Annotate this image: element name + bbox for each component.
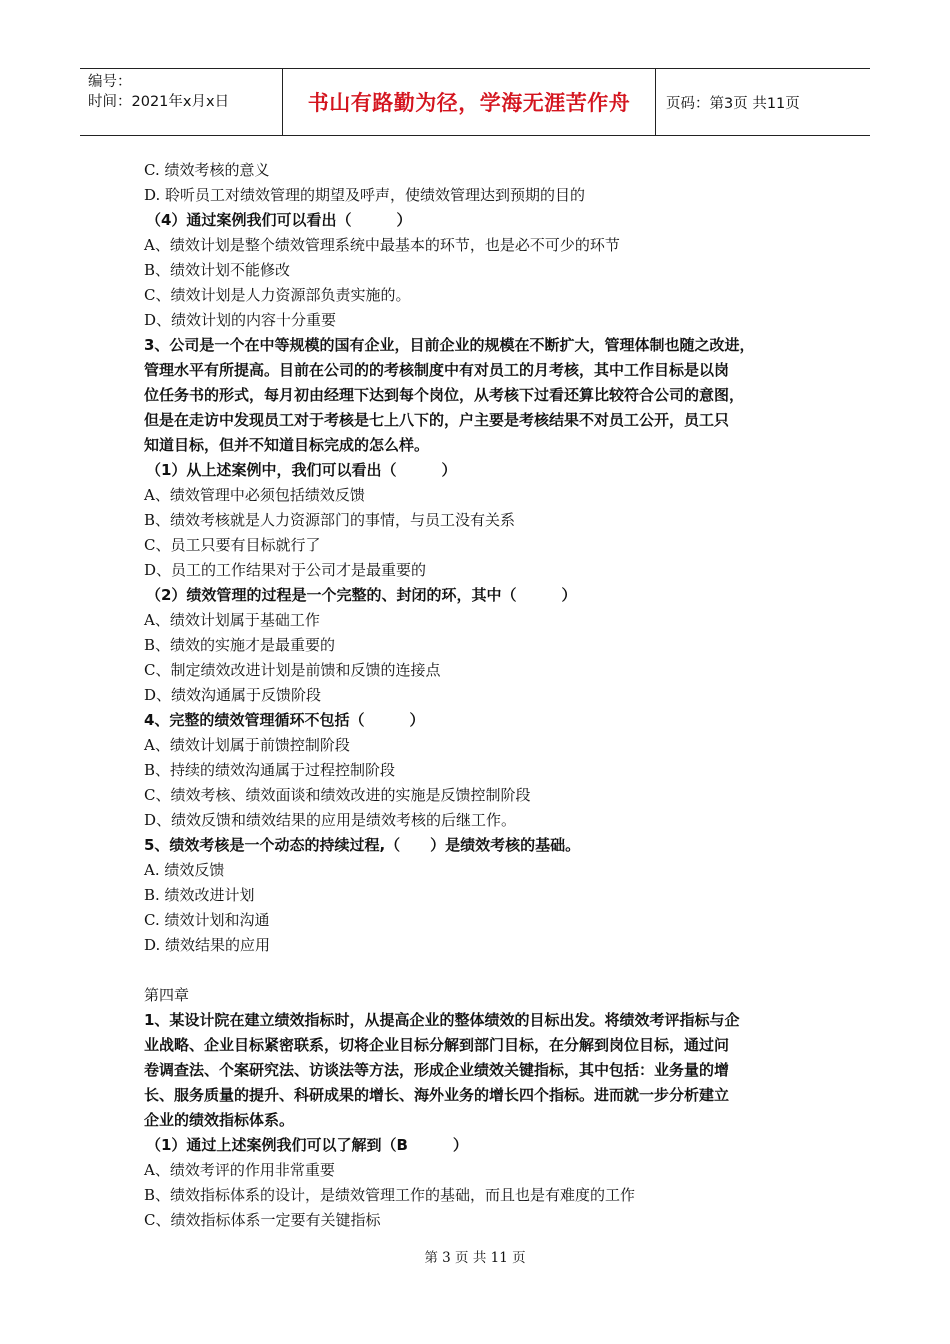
- question-line: 1、某设计院在建立绩效指标时，从提高企业的整体绩效的目标出发。将绩效考评指标与企: [144, 1011, 740, 1029]
- question-line: 管理水平有所提高。目前在公司的的考核制度中有对员工的月考核，其中工作目标是以岗: [144, 361, 730, 379]
- option-line: D. 聆听员工对绩效管理的期望及呼声，使绩效管理达到预期的目的: [144, 186, 586, 204]
- question-line: 业战略、企业目标紧密联系，切将企业目标分解到部门目标，在分解到岗位目标，通过问: [144, 1036, 730, 1054]
- sub-question-line: （1）通过上述案例我们可以了解到（B ）: [146, 1136, 468, 1154]
- sub-question-line: （1）从上述案例中，我们可以看出（ ）: [146, 461, 457, 479]
- option-line: 第四章: [144, 986, 190, 1004]
- sub-question-line: （2）绩效管理的过程是一个完整的、封闭的环，其中（ ）: [146, 586, 577, 604]
- header-motto-cell: [283, 69, 656, 135]
- header-meta: [80, 69, 283, 135]
- option-line: C、员工只要有目标就行了: [144, 536, 321, 554]
- sub-question-line: （4）通过案例我们可以看出（ ）: [146, 211, 412, 229]
- question-line: 位任务书的形式，每月初由经理下达到每个岗位，从考核下过看还算比较符合公司的意图，: [144, 386, 745, 404]
- question-line: 企业的绩效指标体系。: [144, 1111, 295, 1129]
- option-line: A、绩效管理中必须包括绩效反馈: [144, 486, 365, 504]
- question-line: 5、绩效考核是一个动态的持续过程,（ ）是绩效考核的基础。: [144, 836, 581, 854]
- document-body: [144, 158, 824, 1233]
- option-line: B、持续的绩效沟通属于过程控制阶段: [144, 761, 396, 779]
- option-line: D. 绩效结果的应用: [144, 936, 271, 954]
- question-line: 长、服务质量的提升、科研成果的增长、海外业务的增长四个指标。进而就一步分析建立: [144, 1086, 730, 1104]
- option-line: D、员工的工作结果对于公司才是最重要的: [144, 561, 427, 579]
- option-line: A、绩效计划属于前馈控制阶段: [144, 736, 350, 754]
- header-page-cell: [656, 69, 870, 135]
- option-line: A. 绩效反馈: [144, 861, 225, 879]
- option-line: D、绩效沟通属于反馈阶段: [144, 686, 322, 704]
- option-line: C. 绩效计划和沟通: [144, 911, 270, 929]
- option-line: B、绩效考核就是人力资源部门的事情，与员工没有关系: [144, 511, 516, 529]
- option-line: C、绩效考核、绩效面谈和绩效改进的实施是反馈控制阶段: [144, 786, 531, 804]
- option-line: C. 绩效考核的意义: [144, 161, 270, 179]
- option-line: B、绩效计划不能修改: [144, 261, 291, 279]
- option-line: A、绩效考评的作用非常重要: [144, 1161, 335, 1179]
- question-line: 知道目标，但并不知道目标完成的怎么样。: [144, 436, 430, 454]
- page-footer: 第 3 页 共 11 页: [424, 1250, 526, 1266]
- question-line: 4、完整的绩效管理循环不包括（ ）: [144, 711, 425, 729]
- header-number: 编号：: [88, 74, 132, 90]
- question-line: 3、公司是一个在中等规模的国有企业，目前企业的规模在不断扩大，管理体制也随之改进，: [144, 336, 755, 354]
- option-line: C、制定绩效改进计划是前馈和反馈的连接点: [144, 661, 441, 679]
- option-line: D、绩效反馈和绩效结果的应用是绩效考核的后继工作。: [144, 811, 517, 829]
- option-line: A、绩效计划属于基础工作: [144, 611, 320, 629]
- option-line: D、绩效计划的内容十分重要: [144, 311, 337, 329]
- page-header: [80, 68, 870, 136]
- option-line: C、绩效计划是人力资源部负责实施的。: [144, 286, 411, 304]
- header-page-number: 页码：第3页 共11页: [666, 95, 800, 112]
- header-time: 时间：2021年x月x日: [88, 94, 230, 110]
- option-line: B、绩效的实施才是最重要的: [144, 636, 336, 654]
- question-line: 但是在走访中发现员工对于考核是七上八下的，户主要是考核结果不对员工公开，员工只: [144, 411, 730, 429]
- question-line: 卷调查法、个案研究法、访谈法等方法，形成企业绩效关键指标，其中包括：业务量的增: [144, 1061, 730, 1079]
- option-line: A、绩效计划是整个绩效管理系统中最基本的环节，也是必不可少的环节: [144, 236, 620, 254]
- blank-line: [144, 958, 824, 983]
- option-line: C、绩效指标体系一定要有关键指标: [144, 1211, 381, 1229]
- option-line: B、绩效指标体系的设计，是绩效管理工作的基础，而且也是有难度的工作: [144, 1186, 636, 1204]
- header-motto: 书山有路勤为径，学海无涯苦作舟: [307, 91, 631, 115]
- option-line: B. 绩效改进计划: [144, 886, 255, 904]
